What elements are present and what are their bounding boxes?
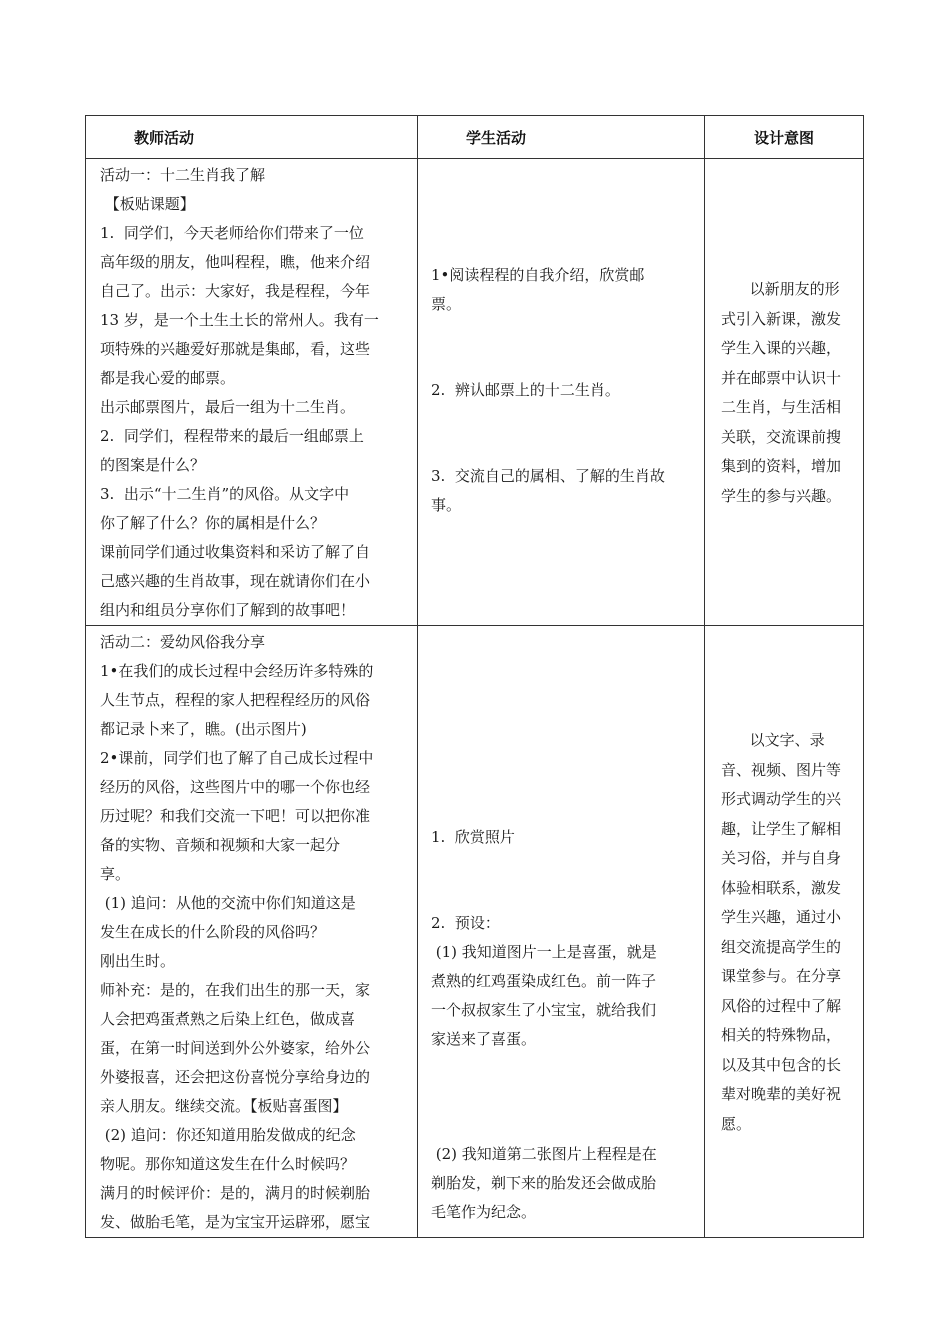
text-line: 1•阅读程程的自我介绍，欣赏邮 [431, 266, 645, 284]
text-line: 的图案是什么？ [100, 456, 206, 474]
text-line: 家送来了喜蛋。 [431, 1030, 537, 1048]
text-line: 2•课前，同学们也了解了自己成长过程中 [100, 749, 374, 767]
text-line: 二生肖，与生活相 [721, 398, 842, 416]
header-teacher-activity: 教师活动 [86, 116, 418, 159]
text-line: 项特殊的兴趣爱好那就是集邮，看，这些 [100, 340, 371, 358]
table-row [86, 159, 864, 626]
text-line: 人生节点，程程的家人把程程经历的风俗 [100, 691, 371, 709]
text-line: 课堂参与。在分享 [721, 967, 842, 985]
text-line: 集到的资料，增加 [721, 457, 842, 475]
text-line: 以文字、录 [721, 731, 825, 749]
teacher-cell [86, 159, 418, 626]
text-line: 毛笔作为纪念。 [431, 1203, 537, 1221]
text-line: 一个叔叔家生了小宝宝，就给我们 [431, 1001, 657, 1019]
text-line: 2. 辨认邮票上的十二生肖。 [431, 381, 620, 399]
text-line: 【板贴课题】 [100, 195, 195, 213]
table-row [86, 626, 864, 1238]
text-line: 相关的特殊物品， [721, 1026, 842, 1044]
text-line: 高年级的朋友，他叫程程，瞧，他来介绍 [100, 253, 371, 271]
text-line: 风俗的过程中了解 [721, 996, 842, 1015]
text-line: 活动二：爱幼风俗我分享 [100, 633, 266, 651]
text-line: 自己了。出示：大家好，我是程程，今年 [100, 282, 371, 300]
text-line: 亲人朋友。继续交流。【板贴喜蛋图】 [100, 1097, 348, 1115]
text-line: 13 岁，是一个土生土长的常州人。我有一 [100, 311, 379, 329]
text-line: (2) 我知道第二张图片上程程是在 [431, 1145, 657, 1163]
text-line: 发生在成长的什么阶段的风俗吗？ [100, 923, 326, 941]
text-line: 组交流提高学生的 [721, 937, 842, 956]
text-line: 剃胎发，剃下来的胎发还会做成胎 [431, 1174, 657, 1192]
text-line: 师补充：是的，在我们出生的那一天，家 [100, 981, 371, 999]
text-line: (1) 追问：从他的交流中你们知道这是 [100, 894, 356, 912]
text-line: 都是我心爱的邮票。 [100, 369, 236, 387]
teacher-text [86, 626, 417, 1237]
table-header-row [86, 116, 864, 159]
text-line: 蛋，在第一时间送到外公外婆家，给外公 [100, 1039, 371, 1057]
text-line: 享。 [100, 865, 131, 883]
text-line: 发、做胎毛笔，是为宝宝开运辟邪，愿宝 [100, 1213, 371, 1231]
text-line: 愿。 [721, 1114, 752, 1133]
text-line: (2) 追问：你还知道用胎发做成的纪念 [100, 1126, 356, 1144]
text-line: 备的实物、音频和视频和大家一起分 [100, 836, 341, 854]
text-line: 票。 [431, 295, 462, 313]
text-line: 历过呢？和我们交流一下吧！可以把你准 [100, 807, 371, 825]
text-line: 3. 交流自己的属相、了解的生肖故 [431, 467, 665, 485]
text-line: 事。 [431, 496, 462, 514]
text-line: 音、视频、图片等 [721, 760, 842, 779]
text-line: 人会把鸡蛋煮熟之后染上红色，做成喜 [100, 1010, 356, 1028]
text-line: 学生入课的兴趣， [721, 339, 842, 357]
text-line: 活动一：十二生肖我了解 [100, 166, 266, 184]
design-cell [705, 626, 864, 1238]
teacher-cell [86, 626, 418, 1238]
text-line: 课前同学们通过收集资料和采访了解了自 [100, 543, 371, 561]
text-line: 关习俗，并与自身 [721, 849, 842, 867]
text-line: 以新朋友的形 [721, 280, 840, 298]
text-line: 物呢。那你知道这发生在什么时候吗？ [100, 1155, 356, 1173]
text-line: 并在邮票中认识十 [721, 368, 842, 387]
text-line: 1•在我们的成长过程中会经历许多特殊的 [100, 662, 374, 680]
lesson-plan-table [85, 115, 864, 1238]
teacher-text [86, 159, 417, 625]
text-line: 式引入新课，激发 [721, 309, 842, 328]
text-line: 2. 同学们，程程带来的最后一组邮票上 [100, 427, 364, 445]
text-line: 满月的时候评价：是的，满月的时候剃胎 [100, 1184, 371, 1202]
text-line: 刚出生时。 [100, 952, 176, 970]
student-cell [418, 626, 705, 1238]
text-line: 2. 预设： [431, 914, 500, 932]
text-line: 己感兴趣的生肖故事，现在就请你们在小 [100, 572, 371, 590]
text-line: 1. 欣赏照片 [431, 828, 515, 846]
text-line: 出示邮票图片，最后一组为十二生肖。 [100, 398, 356, 416]
text-line: 都记录卜来了，瞧。(出示图片) [100, 720, 307, 738]
text-line: 学生兴趣，通过小 [721, 908, 842, 926]
text-line: 学生的参与兴趣。 [721, 486, 842, 505]
text-line: 形式调动学生的兴 [721, 790, 842, 808]
text-line: (1) 我知道图片一上是喜蛋，就是 [431, 943, 657, 961]
text-line: 辈对晚辈的美好祝 [721, 1085, 842, 1103]
design-cell [705, 159, 864, 626]
text-line: 以及其中包含的长 [721, 1055, 842, 1074]
design-text [705, 626, 863, 1139]
text-line: 你了解了什么？你的属相是什么？ [100, 514, 326, 532]
text-line: 1. 同学们，今天老师给你们带来了一位 [100, 224, 364, 242]
header-design-intent: 设计意图 [705, 116, 864, 159]
header-student-activity: 学生活动 [418, 116, 705, 159]
text-line: 经历的风俗，这些图片中的哪一个你也经 [100, 778, 371, 796]
text-line: 关联，交流课前搜 [721, 427, 842, 446]
text-line: 3. 出示“十二生肖”的风俗。从文字中 [100, 485, 350, 503]
text-line: 煮熟的红鸡蛋染成红色。前一阵子 [431, 972, 657, 990]
text-line: 趣，让学生了解相 [721, 819, 842, 838]
design-text [705, 159, 863, 511]
text-line: 外婆报喜，还会把这份喜悦分享给身边的 [100, 1068, 371, 1086]
student-cell [418, 159, 705, 626]
text-line: 体验相联系，激发 [721, 878, 842, 897]
text-line: 组内和组员分享你们了解到的故事吧！ [100, 601, 356, 619]
